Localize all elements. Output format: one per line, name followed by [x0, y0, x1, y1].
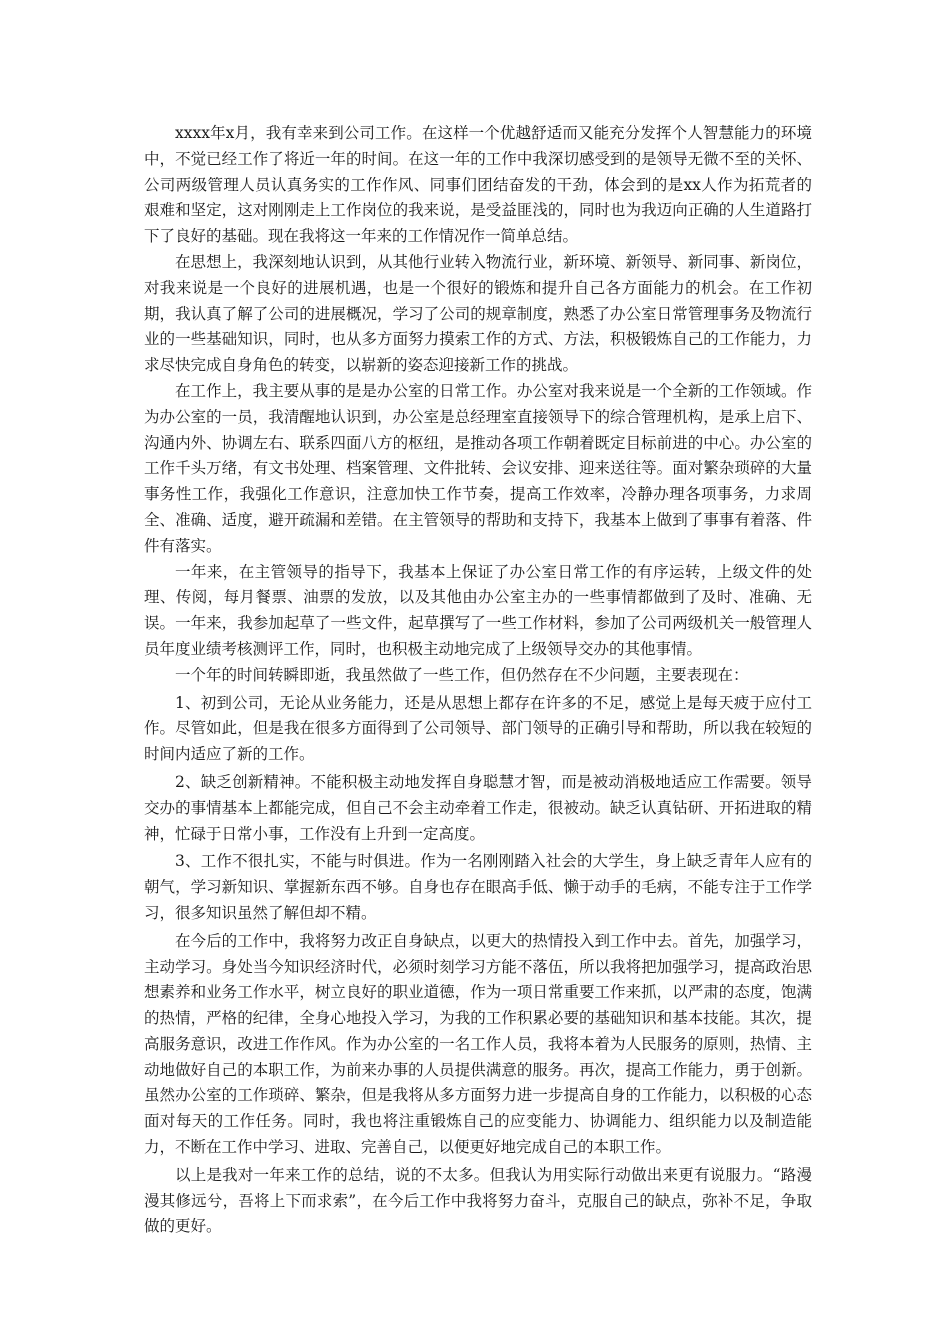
paragraph-achievements: 一年来，在主管领导的指导下，我基本上保证了办公室日常工作的有序运转，上级文件的处理、传阅，每月餐票、油票的发放，以及其他由办公室主办的一些事情都做到了及时、准确、无误。一年来，我参加起草了一些文件，起草撰写了一些工作材料，参加了公司两级机关一般管理人员年度业绩考核测评工作，同时，也积极主动地完成了上级领导交办的其他事情。: [144, 562, 812, 658]
paragraph-problem-3: 3、工作不很扎实，不能与时俱进。作为一名刚刚踏入社会的大学生，身上缺乏青年人应有的朝气，学习新知识、掌握新东西不够。自身也存在眼高手低、懒于动手的毛病，不能专注于工作学习，很多知识虽然了解但却不精。: [144, 852, 812, 922]
paragraph-future-plans: 在今后的工作中，我将努力改正自身缺点，以更大的热情投入到工作中去。首先，加强学习，主动学习。身处当今知识经济时代，必须时刻学习方能不落伍，所以我将把加强学习，提高政治思想素养和业务工作水平，树立良好的职业道德，作为一项日常重要工作来抓，以严肃的态度，饱满的热情，严格的纪律，全身心地投入学习，为我的工作积累必要的基础知识和基本技能。其次，提高服务意识，改进工作作风。作为办公室的一名工作人员，我将本着为人民服务的原则，热情、主动地做好自己的本职工作，为前来办事的人员提供满意的服务。再次，提高工作能力，勇于创新。虽然办公室的工作琐碎、繁杂，但是我将从多方面努力进一步提高自身的工作能力，以积极的心态面对每天的工作任务。同时，我也将注重锻炼自己的应变能力、协调能力、组织能力以及制造能力，不断在工作中学习、进取、完善自己，以便更好地完成自己的本职工作。: [144, 931, 812, 1157]
paragraph-intro: xxxx年x月，我有幸来到公司工作。在这样一个优越舒适而又能充分发挥个人智慧能力的环境中，不觉已经工作了将近一年的时间。在这一年的工作中我深切感受到的是领导无微不至的关怀、公司两级管理人员认真务实的工作作风、同事们团结奋发的干劲，体会到的是xx人作为拓荒者的艰难和坚定，这对刚刚走上工作岗位的我来说，是受益匪浅的，同时也为我迈向正确的人生道路打下了良好的基础。现在我将这一年来的工作情况作一简单总结。: [144, 124, 812, 246]
paragraph-thinking: 在思想上，我深刻地认识到，从其他行业转入物流行业，新环境、新领导、新同事、新岗位，对我来说是一个良好的进展机遇，也是一个很好的锻炼和提升自己各方面能力的机会。在工作初期，我认真了解了公司的进展概况，学习了公司的规章制度，熟悉了办公室日常管理事务及物流行业的一些基础知识，同时，也从多方面努力摸索工作的方式、方法，积极锻炼自己的工作能力，力求尽快完成自身角色的转变，以崭新的姿态迎接新工作的挑战。: [144, 252, 812, 375]
paragraph-work: 在工作上，我主要从事的是是办公室的日常工作。办公室对我来说是一个全新的工作领域。作为办公室的一员，我清醒地认识到，办公室是总经理室直接领导下的综合管理机构，是承上启下、沟通内外、协调左右、联系四面八方的枢纽，是推动各项工作朝着既定目标前进的中心。办公室的工作千头万绪，有文书处理、档案管理、文件批转、会议安排、迎来送往等。面对繁杂琐碎的大量事务性工作，我强化工作意识，注意加快工作节奏，提高工作效率，冷静办理各项事务，力求周全、准确、适度，避开疏漏和差错。在主管领导的帮助和支持下，我基本上做到了事事有着落、件件有落实。: [144, 381, 812, 555]
paragraph-problem-2: 2、缺乏创新精神。不能积极主动地发挥自身聪慧才智，而是被动消极地适应工作需要。领导交办的事情基本上都能完成，但自己不会主动牵着工作走，很被动。缺乏认真钻研、开拓进取的精神，忙碌于日常小事，工作没有上升到一定高度。: [144, 772, 812, 843]
paragraph-conclusion: 以上是我对一年来工作的总结，说的不太多。但我认为用实际行动做出来更有说服力。“路漫漫其修远兮，吾将上下而求索”，在今后工作中我将努力奋斗，克服自己的缺点，弥补不足，争取做的更好。: [144, 1165, 812, 1236]
paragraph-problems-intro: 一个年的时间转瞬即逝，我虽然做了一些工作，但仍然存在不少问题，主要表现在：: [175, 665, 749, 684]
paragraph-problem-1: 1、初到公司，无论从业务能力，还是从思想上都存在许多的不足，感觉上是每天疲于应付工作。尽管如此，但是我在很多方面得到了公司领导、部门领导的正确引导和帮助，所以我在较短的时间内适应了新的工作。: [144, 693, 812, 764]
document-body: [144, 121, 812, 1240]
